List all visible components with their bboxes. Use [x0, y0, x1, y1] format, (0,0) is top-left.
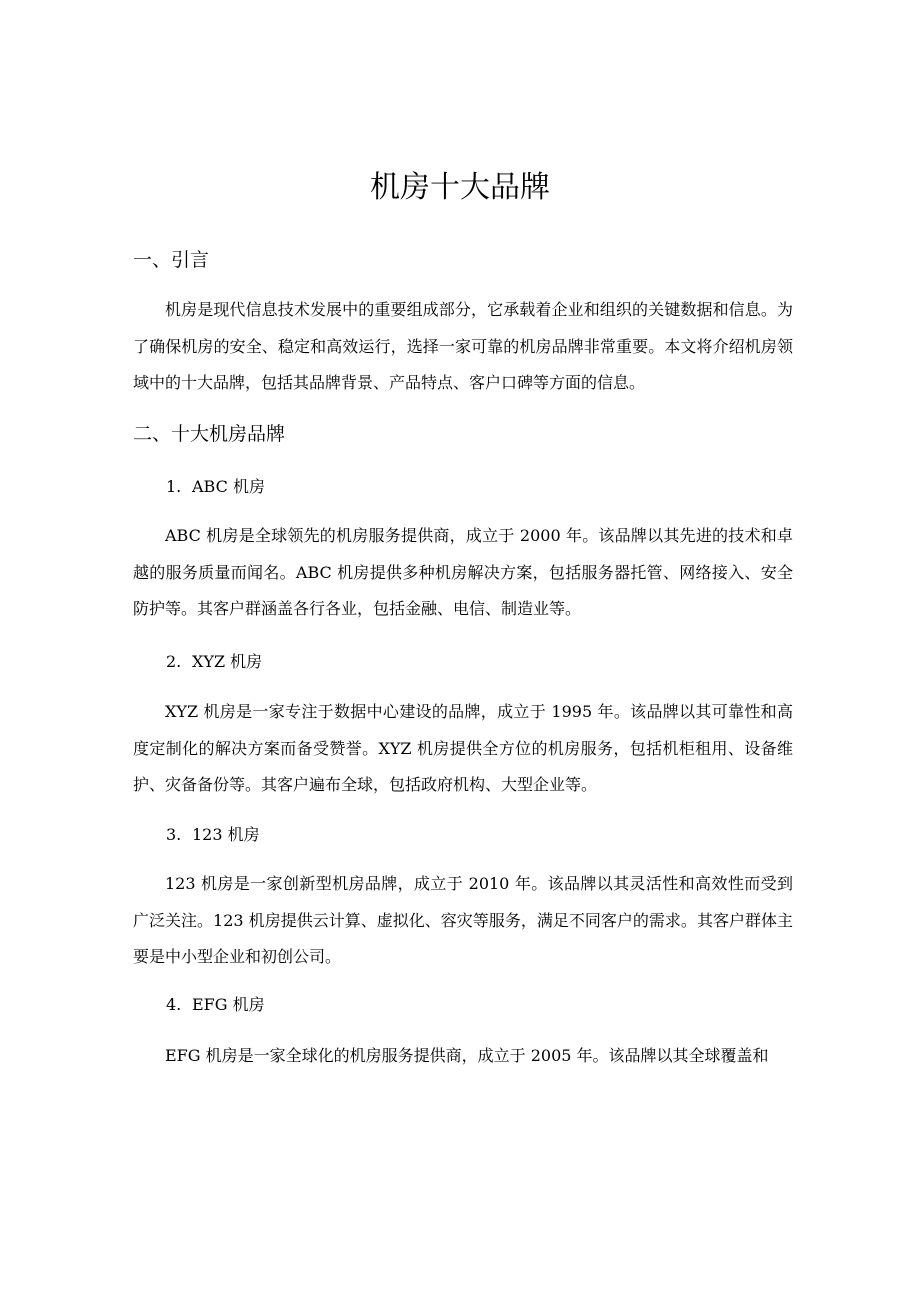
brand-item-heading	[166, 823, 260, 847]
document-title: 机房十大品牌	[370, 170, 550, 205]
item-number: 3.	[166, 825, 182, 844]
brand-item-heading	[166, 650, 262, 674]
item-name: XYZ 机房	[192, 652, 263, 671]
item-number: 1.	[166, 477, 182, 496]
item-number: 2.	[166, 652, 182, 671]
section-heading-introduction: 一、引言	[133, 249, 210, 271]
introduction-paragraph: 机房是现代信息技术发展中的重要组成部分，它承载着企业和组织的关键数据和信息。为了确保机房的安全、稳定和高效运行，选择一家可靠的机房品牌非常重要。本文将介绍机房领域中的十大品牌，包括其品牌背景、产品特点、客户口碑等方面的信息。	[133, 300, 793, 392]
brand-item-description: 123 机房是一家创新型机房品牌，成立于 2010 年。该品牌以其灵活性和高效性而受到广泛关注。123 机房提供云计算、虚拟化、容灾等服务，满足不同客户的需求。其客户群体主要是中小型企业和初创公司。	[133, 874, 793, 966]
brand-item-heading	[166, 475, 265, 499]
item-name: ABC 机房	[192, 477, 265, 496]
brand-item-heading	[166, 993, 265, 1017]
item-number: 4.	[166, 995, 182, 1014]
brand-item-description: ABC 机房是全球领先的机房服务提供商，成立于 2000 年。该品牌以其先进的技术和卓越的服务质量而闻名。ABC 机房提供多种机房解决方案，包括服务器托管、网络接入、安全防护等。其客户群涵盖各行各业，包括金融、电信、制造业等。	[133, 526, 793, 618]
item-name: 123 机房	[192, 825, 260, 844]
item-name: EFG 机房	[192, 995, 265, 1014]
brand-item-description: XYZ 机房是一家专注于数据中心建设的品牌，成立于 1995 年。该品牌以其可靠性和高度定制化的解决方案而备受赞誉。XYZ 机房提供全方位的机房服务，包括机柜租用、设备维护、灾备备份等。其客户遍布全球，包括政府机构、大型企业等。	[133, 702, 793, 794]
brand-item-description: EFG 机房是一家全球化的机房服务提供商，成立于 2005 年。该品牌以其全球覆盖和	[165, 1046, 769, 1065]
section-heading-top-brands: 二、十大机房品牌	[133, 423, 286, 445]
